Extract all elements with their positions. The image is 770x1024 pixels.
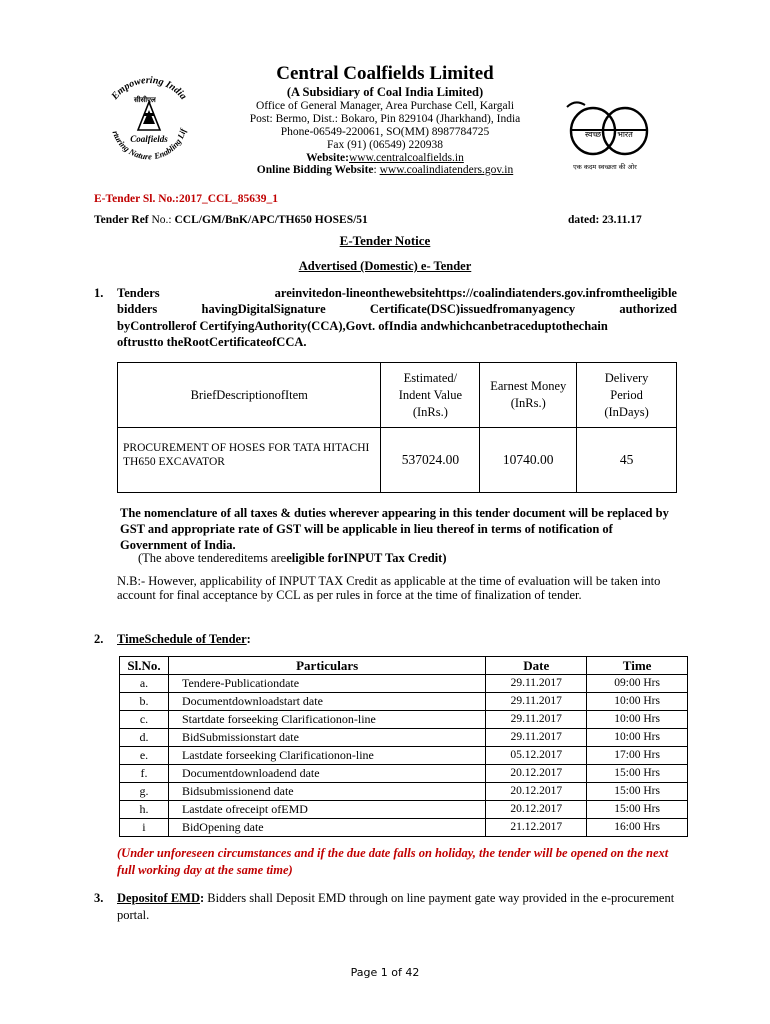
section-1-line-4: oftrustto theRootCertificateofCCA. — [117, 335, 307, 349]
schedule-particular: Documentdownloadend date — [168, 765, 485, 783]
schedule-date: 05.12.2017 — [486, 747, 587, 765]
tender-ref-value: CCL/GM/BnK/APC/TH650 HOSES/51 — [171, 214, 368, 226]
time-schedule-table — [119, 656, 688, 837]
schedule-slno: i — [120, 819, 169, 837]
svg-text:Empowering India: Empowering India — [109, 74, 189, 102]
schedule-date: 29.11.2017 — [486, 711, 587, 729]
page-number: Page 1 of 42 — [350, 966, 420, 979]
schedule-time: 10:00 Hrs — [587, 693, 688, 711]
svg-text:स्वच्छ: स्वच्छ — [584, 130, 602, 139]
schedule-header-slno: Sl.No. — [120, 657, 169, 675]
item-header-emd: Earnest Money (InRs.) — [480, 363, 577, 428]
svg-text:Coalfields: Coalfields — [130, 134, 168, 144]
schedule-slno: b. — [120, 693, 169, 711]
item-header-estimated-value: Estimated/ Indent Value (InRs.) — [381, 363, 480, 428]
website-line: Website:www.centralcoalfields.in — [306, 152, 464, 164]
schedule-row — [120, 747, 688, 765]
section-1-line-2: bidders havingDigitalSignature Certificate(DSC)issuedfromanyagency authorized — [117, 302, 677, 316]
input-tax-credit-line: (The above tendereditems areeligible forINPUT Tax Credit) — [138, 551, 447, 565]
schedule-time: 15:00 Hrs — [587, 783, 688, 801]
schedule-slno: g. — [120, 783, 169, 801]
schedule-time: 15:00 Hrs — [587, 801, 688, 819]
company-name: Central Coalfields Limited — [276, 63, 494, 84]
schedule-date: 21.12.2017 — [486, 819, 587, 837]
schedule-time: 15:00 Hrs — [587, 765, 688, 783]
schedule-slno: c. — [120, 711, 169, 729]
nb-note: N.B:- However, applicability of INPUT TAX Credit as applicable at the time of evaluation will be taken into account for final acceptance by CCL as per rules in force at the time of finalization of tender. — [117, 574, 661, 602]
schedule-date: 29.11.2017 — [486, 693, 587, 711]
item-delivery-days: 45 — [577, 428, 677, 493]
schedule-time: 17:00 Hrs — [587, 747, 688, 765]
schedule-row — [120, 801, 688, 819]
office-address: Office of General Manager, Area Purchase Cell, Kargali — [255, 100, 515, 112]
bidding-website-line: Online Bidding Website: www.coalindiatenders.gov.in — [256, 164, 514, 176]
item-header-delivery: Delivery Period (InDays) — [577, 363, 677, 428]
tender-date: dated: 23.11.17 — [568, 214, 642, 226]
schedule-slno: d. — [120, 729, 169, 747]
phone-line: Phone-06549-220061, SO(MM) 8987784725 — [280, 126, 490, 138]
subsidiary-line: (A Subsidiary of Coal India Limited) — [286, 85, 484, 99]
svg-text:Enabling Life: Enabling Lif — [153, 127, 189, 161]
schedule-row — [120, 675, 688, 693]
section-1-line-3: byControllerof CertifyingAuthority(CCA),Govt. ofIndia andwhichcanbetraceduptothechain — [117, 319, 608, 333]
schedule-slno: a. — [120, 675, 169, 693]
schedule-particular: BidOpening date — [168, 819, 485, 837]
svg-text:Nurturing Nature: rturing Nature — [110, 129, 152, 162]
section-2-title: TimeSchedule of Tender: — [117, 632, 251, 646]
schedule-row — [120, 819, 688, 837]
schedule-row — [120, 711, 688, 729]
schedule-time: 10:00 Hrs — [587, 711, 688, 729]
fax-line: Fax (91) (06549) 220938 — [327, 139, 443, 151]
section-2-number: 2. — [94, 632, 104, 646]
section-3-number: 3. — [94, 891, 104, 905]
schedule-time: 10:00 Hrs — [587, 729, 688, 747]
etender-sl-no: E-Tender Sl. No.:2017_CCL_85639_1 — [94, 193, 279, 205]
section-3-text: Depositof EMD: Bidders shall Deposit EMD through on line payment gate way provided in the e-procurement portal. — [117, 891, 675, 922]
schedule-row — [120, 729, 688, 747]
schedule-particular: Lastdate ofreceipt ofEMD — [168, 801, 485, 819]
item-header-description: BriefDescriptionofItem — [118, 363, 381, 428]
schedule-particular: Startdate forseeking Clarificationon-line — [168, 711, 485, 729]
schedule-slno: h. — [120, 801, 169, 819]
section-1-number: 1. — [94, 286, 104, 300]
schedule-particular: BidSubmissionstart date — [168, 729, 485, 747]
schedule-row — [120, 693, 688, 711]
notice-title: E-Tender Notice — [339, 233, 431, 248]
schedule-particular: Tendere-Publicationdate — [168, 675, 485, 693]
advertised-line: Advertised (Domestic) e- Tender — [298, 259, 472, 273]
bidding-website-link[interactable]: www.coalindiatenders.gov.in — [379, 164, 514, 176]
schedule-date: 20.12.2017 — [486, 801, 587, 819]
item-description: PROCUREMENT OF HOSES FOR TATA HITACHI TH650 EXCAVATOR — [118, 428, 381, 493]
svg-text:सीसीएल: सीसीएल — [134, 96, 156, 104]
section-1-line-1: Tenders areinvitedon-lineonthewebsitehttps://coalindiatenders.gov.infromtheeligible — [117, 286, 677, 300]
website-link[interactable]: www.centralcoalfields.in — [348, 152, 464, 164]
schedule-header-time: Time — [587, 657, 688, 675]
schedule-date: 29.11.2017 — [486, 675, 587, 693]
schedule-particular: Documentdownloadstart date — [168, 693, 485, 711]
swachh-bharat-logo — [555, 97, 660, 177]
schedule-particular: Bidsubmissionend date — [168, 783, 485, 801]
svg-text:एक कदम स्वच्छता की ओर: एक कदम स्वच्छता की ओर — [573, 163, 637, 171]
schedule-date: 20.12.2017 — [486, 765, 587, 783]
schedule-particular: Lastdate forseeking Clarificationon-line — [168, 747, 485, 765]
item-emd-value: 10740.00 — [480, 428, 577, 493]
ccl-logo — [94, 72, 204, 168]
schedule-date: 29.11.2017 — [486, 729, 587, 747]
svg-text:भारत: भारत — [617, 130, 633, 139]
schedule-slno: f. — [120, 765, 169, 783]
item-estimated-value: 537024.00 — [381, 428, 480, 493]
post-address: Post: Bermo, Dist.: Bokaro, Pin 829104 (Jharkhand), India — [249, 113, 521, 125]
gst-notice: The nomenclature of all taxes & duties wherever appearing in this tender document will be replaced by GST and appropriate rate of GST will be applicable in lieu thereof in terms of notification of Government of India. — [120, 506, 669, 552]
schedule-time: 09:00 Hrs — [587, 675, 688, 693]
tender-ref: Tender Ref No.: CCL/GM/BnK/APC/TH650 HOSES/51 — [94, 214, 368, 226]
holiday-note: (Under unforeseen circumstances and if the due date falls on holiday, the tender will be opened on the next full working day at the same time) — [117, 846, 669, 877]
schedule-slno: e. — [120, 747, 169, 765]
schedule-date: 20.12.2017 — [486, 783, 587, 801]
schedule-row — [120, 783, 688, 801]
schedule-time: 16:00 Hrs — [587, 819, 688, 837]
schedule-header-date: Date — [486, 657, 587, 675]
item-table — [117, 362, 677, 493]
schedule-row — [120, 765, 688, 783]
schedule-header-particulars: Particulars — [168, 657, 485, 675]
